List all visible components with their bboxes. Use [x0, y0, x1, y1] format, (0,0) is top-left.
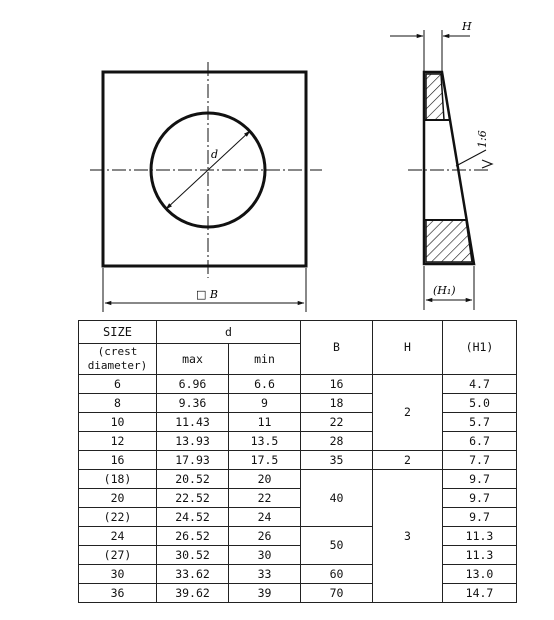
slope-label: 1:6 [476, 130, 489, 148]
header-h: H [373, 321, 443, 375]
cell-max: 20.52 [157, 470, 229, 489]
front-view [90, 62, 322, 312]
slope-symbol [482, 160, 492, 168]
thickness-label: H [462, 20, 472, 33]
cell-h1: 11.3 [443, 546, 517, 565]
cell-min: 11 [229, 413, 301, 432]
cell-size: 10 [79, 413, 157, 432]
washer-outline [103, 72, 306, 266]
table-row [79, 470, 517, 489]
hole-diameter-label: d [211, 148, 219, 161]
cell-max: 39.62 [157, 584, 229, 603]
cell-b: 16 [301, 375, 373, 394]
cell-h1: 9.7 [443, 489, 517, 508]
cell-min: 24 [229, 508, 301, 527]
header-b: B [301, 321, 373, 375]
cell-min: 9 [229, 394, 301, 413]
table-row [79, 584, 517, 603]
cell-max: 26.52 [157, 527, 229, 546]
cell-max: 30.52 [157, 546, 229, 565]
cell-min: 13.5 [229, 432, 301, 451]
table-row [79, 565, 517, 584]
cell-size: 36 [79, 584, 157, 603]
cell-h1: 5.7 [443, 413, 517, 432]
cell-h1: 6.7 [443, 432, 517, 451]
cell-h1: 9.7 [443, 470, 517, 489]
cell-size: 30 [79, 565, 157, 584]
washer-spec-table [78, 320, 517, 603]
cell-h1: 11.3 [443, 527, 517, 546]
cell-max: 22.52 [157, 489, 229, 508]
cell-h: 2 [373, 375, 443, 451]
cell-b: 70 [301, 584, 373, 603]
cell-max: 24.52 [157, 508, 229, 527]
cell-max: 17.93 [157, 451, 229, 470]
table-row [79, 508, 517, 527]
height-label: (H₁) [433, 284, 456, 297]
cell-h1: 14.7 [443, 584, 517, 603]
table-header-row [79, 321, 517, 344]
cell-size: (18) [79, 470, 157, 489]
cell-h1: 4.7 [443, 375, 517, 394]
header-size: SIZE [79, 321, 157, 344]
table-row [79, 394, 517, 413]
cell-min: 33 [229, 565, 301, 584]
cell-b: 22 [301, 413, 373, 432]
cell-size: (27) [79, 546, 157, 565]
table-row [79, 489, 517, 508]
cell-h: 2 [373, 451, 443, 470]
cell-size: 8 [79, 394, 157, 413]
cell-max: 13.93 [157, 432, 229, 451]
header-d: d [157, 321, 301, 344]
hatch-bottom [426, 220, 472, 262]
cell-h: 3 [373, 470, 443, 603]
cell-max: 9.36 [157, 394, 229, 413]
header-max: max [157, 344, 229, 375]
cell-b: 40 [301, 470, 373, 527]
header-size-sub: (crest diameter) [79, 344, 157, 375]
side-view [390, 20, 492, 310]
cell-h1: 9.7 [443, 508, 517, 527]
cell-min: 6.6 [229, 375, 301, 394]
table-row [79, 413, 517, 432]
cell-size: (22) [79, 508, 157, 527]
cell-b: 60 [301, 565, 373, 584]
cell-b: 28 [301, 432, 373, 451]
cell-min: 22 [229, 489, 301, 508]
cell-size: 24 [79, 527, 157, 546]
cell-size: 6 [79, 375, 157, 394]
cell-min: 30 [229, 546, 301, 565]
cell-size: 20 [79, 489, 157, 508]
cell-min: 17.5 [229, 451, 301, 470]
table-row [79, 451, 517, 470]
cell-h1: 5.0 [443, 394, 517, 413]
table-row [79, 375, 517, 394]
table-row [79, 432, 517, 451]
table-row [79, 546, 517, 565]
cell-min: 26 [229, 527, 301, 546]
hatch-top [426, 74, 444, 120]
header-h1: (H1) [443, 321, 517, 375]
cell-max: 11.43 [157, 413, 229, 432]
cell-size: 12 [79, 432, 157, 451]
cell-min: 39 [229, 584, 301, 603]
cell-h1: 13.0 [443, 565, 517, 584]
header-min: min [229, 344, 301, 375]
cell-size: 16 [79, 451, 157, 470]
cell-min: 20 [229, 470, 301, 489]
width-label: □ B [196, 288, 218, 301]
cell-b: 50 [301, 527, 373, 565]
cell-max: 6.96 [157, 375, 229, 394]
cell-b: 18 [301, 394, 373, 413]
slope-leader [456, 150, 486, 166]
cell-b: 35 [301, 451, 373, 470]
cell-max: 33.62 [157, 565, 229, 584]
table-row [79, 527, 517, 546]
cell-h1: 7.7 [443, 451, 517, 470]
